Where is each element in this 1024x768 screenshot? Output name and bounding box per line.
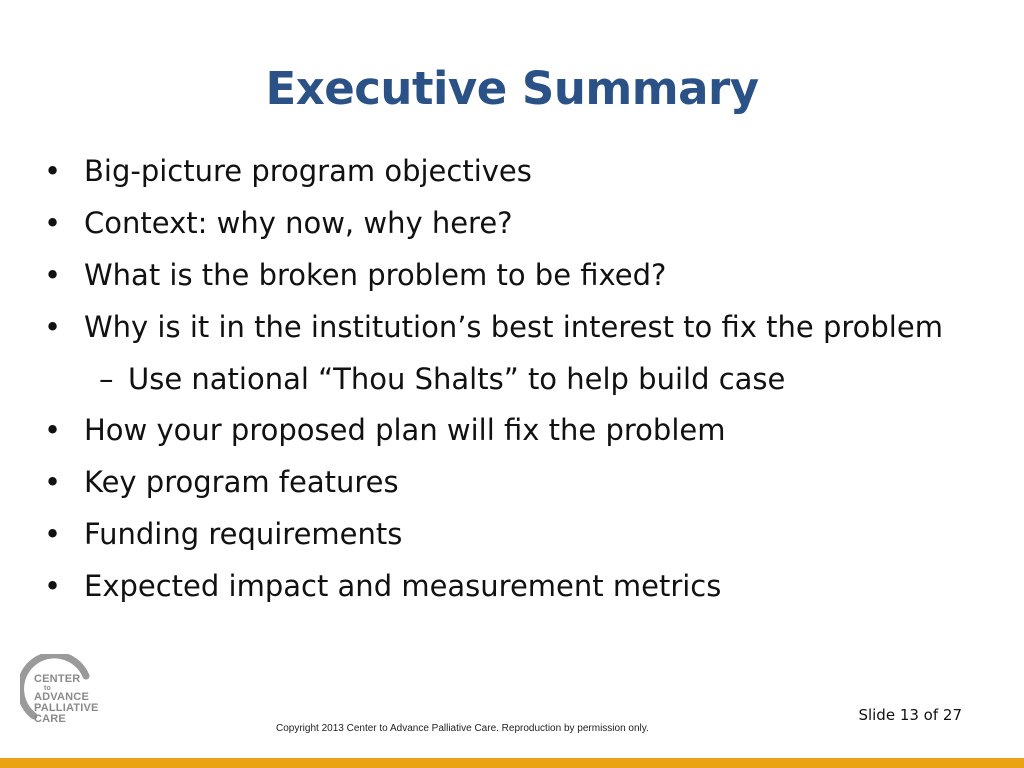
logo-line: CARE <box>34 713 66 725</box>
slide-number: Slide 13 of 27 <box>858 706 962 724</box>
bullet-marker: • <box>44 310 62 344</box>
capc-logo <box>20 654 120 738</box>
sub-bullet-item <box>44 358 944 401</box>
bullet-text: Why is it in the institution’s best interest to fix the problem <box>84 310 943 344</box>
bullet-text: Big-picture program objectives <box>84 154 532 188</box>
bullet-item <box>44 461 944 504</box>
bullet-item <box>44 409 944 452</box>
bullet-text: Funding requirements <box>84 517 403 551</box>
footer-bar <box>0 758 1024 768</box>
slide-title: Executive Summary <box>265 62 759 115</box>
bullet-item <box>44 202 944 245</box>
bullet-item <box>44 565 944 608</box>
logo-line: PALLIATIVE <box>34 702 99 714</box>
logo-line: CENTER <box>34 673 81 685</box>
bullet-marker: • <box>44 465 62 499</box>
sub-bullet-text: Use national “Thou Shalts” to help build case <box>128 362 786 396</box>
logo-line: ADVANCE <box>34 691 89 703</box>
bullet-list <box>44 150 944 617</box>
bullet-marker: • <box>44 154 62 188</box>
copyright-notice: Copyright 2013 Center to Advance Palliative Care. Reproduction by permission only. <box>276 723 649 734</box>
logo-text <box>34 674 99 725</box>
bullet-item <box>44 254 944 297</box>
bullet-item <box>44 306 944 349</box>
bullet-marker: • <box>44 206 62 240</box>
bullet-text: Context: why now, why here? <box>84 206 513 240</box>
bullet-marker: • <box>44 517 62 551</box>
bullet-marker: • <box>44 258 62 292</box>
sub-bullet-marker: – <box>99 362 114 396</box>
bullet-text: How your proposed plan will fix the problem <box>84 413 726 447</box>
bullet-text: What is the broken problem to be fixed? <box>84 258 667 292</box>
bullet-item <box>44 150 944 193</box>
bullet-marker: • <box>44 413 62 447</box>
logo-line: to <box>44 685 52 692</box>
bullet-marker: • <box>44 569 62 603</box>
bullet-text: Expected impact and measurement metrics <box>84 569 722 603</box>
bullet-text: Key program features <box>84 465 399 499</box>
bullet-item <box>44 513 944 556</box>
